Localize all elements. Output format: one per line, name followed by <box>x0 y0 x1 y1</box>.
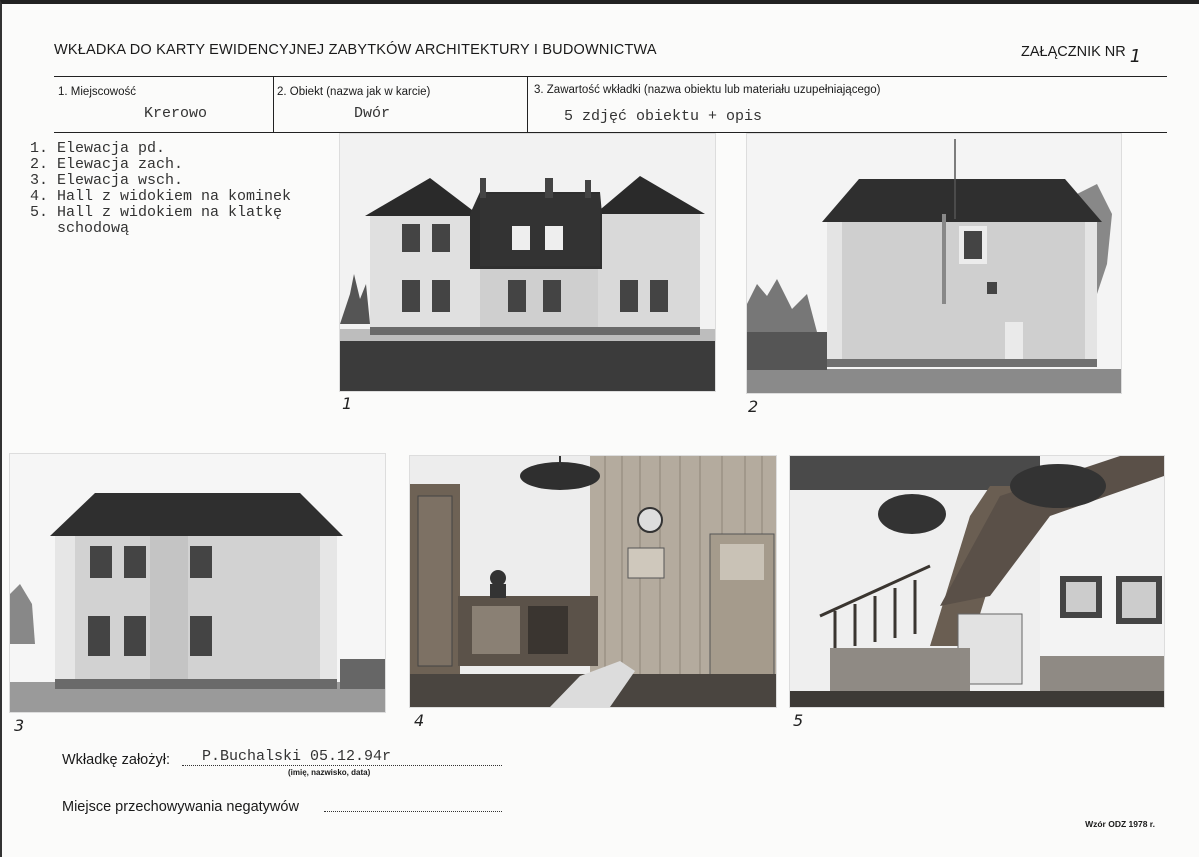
photo-3-caption: 3 <box>14 716 25 735</box>
photo-3-east-elevation <box>10 454 385 712</box>
annex-label <box>1021 40 1142 67</box>
photo-2-west-elevation <box>747 134 1121 393</box>
negatives-label: Miejsce przechowywania negatywów <box>62 799 299 815</box>
photo-5-caption: 5 <box>793 711 804 730</box>
photo-4-caption: 4 <box>414 711 425 730</box>
field-divider-1 <box>273 76 274 133</box>
contents-label: 3. Zawartość wkładki (nazwa obiektu lub materiału uzupełniającego) <box>534 84 881 96</box>
signature-hint: (imię, nazwisko, data) <box>288 768 371 777</box>
signature-label: Wkładkę założył: <box>62 752 170 768</box>
object-value: Dwór <box>354 105 391 122</box>
photo-1-caption: 1 <box>342 394 353 413</box>
photo-list <box>30 141 291 237</box>
annex-number: 1 <box>1129 46 1142 67</box>
form-template-note: Wzór ODZ 1978 r. <box>1085 819 1155 829</box>
locality-value: Krerowo <box>144 105 208 122</box>
list-item: schodową <box>30 220 130 237</box>
signature-value: P.Buchalski 05.12.94r <box>202 748 392 765</box>
header-rule-bottom <box>54 132 1167 133</box>
list-item: 3. Elewacja wsch. <box>30 172 184 189</box>
annex-label-text: ZAŁĄCZNIK NR <box>1021 44 1126 60</box>
negatives-line <box>324 810 502 812</box>
photo-5-hall-staircase <box>790 456 1164 707</box>
photo-4-hall-fireplace <box>410 456 776 707</box>
contents-value: 5 zdjęć obiektu + opis <box>564 108 763 125</box>
header-rule-top <box>54 76 1167 77</box>
list-item: 1. Elewacja pd. <box>30 140 166 157</box>
list-item: 4. Hall z widokiem na kominek <box>30 188 292 205</box>
photo-1-south-elevation <box>340 134 715 391</box>
list-item: 2. Elewacja zach. <box>30 156 184 173</box>
photo-2-caption: 2 <box>748 397 759 416</box>
locality-label: 1. Miejscowość <box>58 86 136 98</box>
list-item: 5. Hall z widokiem na klatkę <box>30 204 283 221</box>
document-title: WKŁADKA DO KARTY EWIDENCYJNEJ ZABYTKÓW ARCHITEKTURY I BUDOWNICTWA <box>54 42 657 58</box>
field-divider-2 <box>527 76 528 133</box>
object-label: 2. Obiekt (nazwa jak w karcie) <box>277 86 431 98</box>
